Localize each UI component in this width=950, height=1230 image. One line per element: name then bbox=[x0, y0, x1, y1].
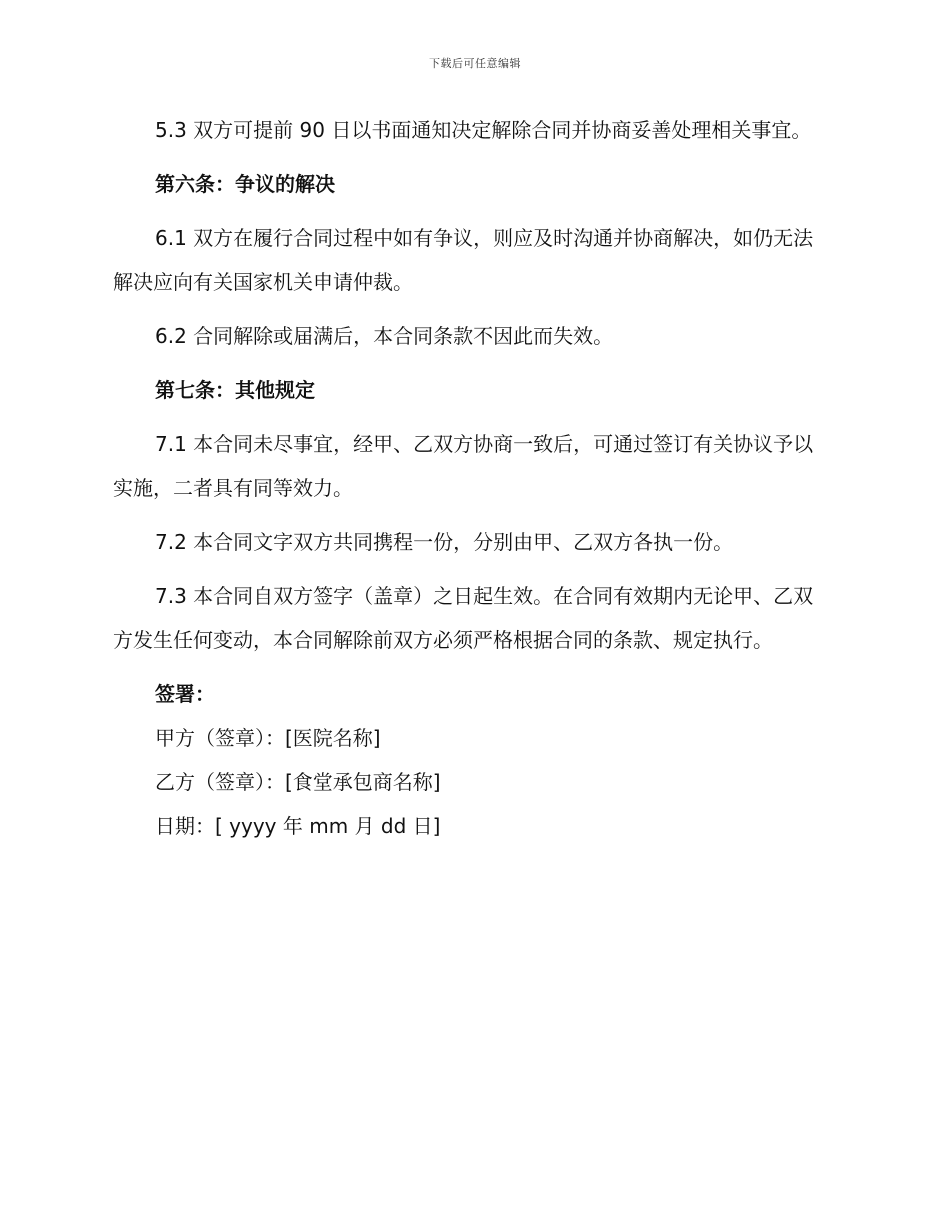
party-a-signature: 甲方（签章）：[医院名称] bbox=[155, 726, 381, 750]
clause-7-1: 7.1 本合同未尽事宜，经甲、乙双方协商一致后，可通过签订有关协议予以实施，二者具有同等效力。 bbox=[113, 432, 814, 500]
article-7-heading: 第七条：其他规定 bbox=[155, 378, 315, 402]
party-b-signature: 乙方（签章）：[食堂承包商名称] bbox=[155, 770, 441, 794]
clause-5-3: 5.3 双方可提前 90 日以书面通知决定解除合同并协商妥善处理相关事宜。 bbox=[155, 118, 812, 142]
signature-date: 日期：[ yyyy 年 mm 月 dd 日] bbox=[155, 814, 441, 838]
page-header-note: 下载后可任意编辑 bbox=[429, 57, 521, 70]
signature-heading: 签署： bbox=[155, 682, 215, 706]
clause-6-2: 6.2 合同解除或届满后，本合同条款不因此而失效。 bbox=[155, 324, 614, 348]
clause-7-3: 7.3 本合同自双方签字（盖章）之日起生效。在合同有效期内无论甲、乙双方发生任何变动，本合同解除前双方必须严格根据合同的条款、规定执行。 bbox=[113, 584, 814, 652]
clause-6-1: 6.1 双方在履行合同过程中如有争议，则应及时沟通并协商解决，如仍无法解决应向有关国家机关申请仲裁。 bbox=[113, 226, 814, 294]
clause-7-2: 7.2 本合同文字双方共同携程一份，分别由甲、乙双方各执一份。 bbox=[155, 530, 734, 554]
document-body bbox=[113, 108, 828, 848]
article-6-heading: 第六条：争议的解决 bbox=[155, 172, 335, 196]
